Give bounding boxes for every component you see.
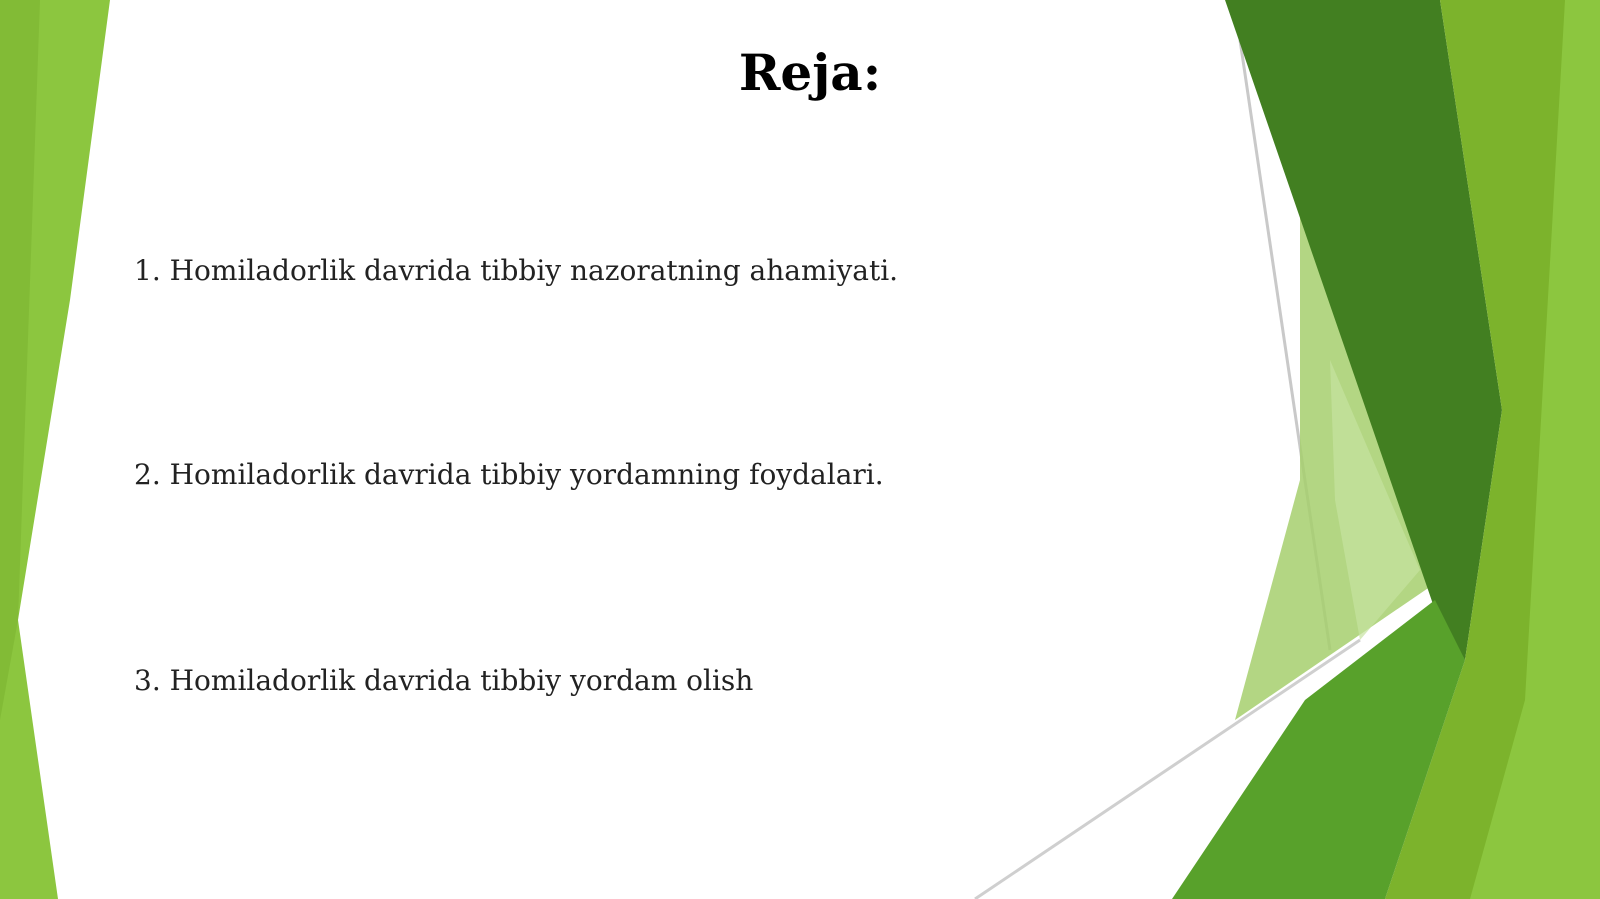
plan-item-2: 2. Homiladorlik davrida tibbiy yordamning foydalari.	[134, 458, 884, 491]
plan-item-1: 1. Homiladorlik davrida tibbiy nazoratning ahamiyati.	[134, 254, 899, 287]
plan-item-3: 3. Homiladorlik davrida tibbiy yordam olish	[134, 664, 754, 697]
slide-title: Reja:	[738, 43, 882, 102]
